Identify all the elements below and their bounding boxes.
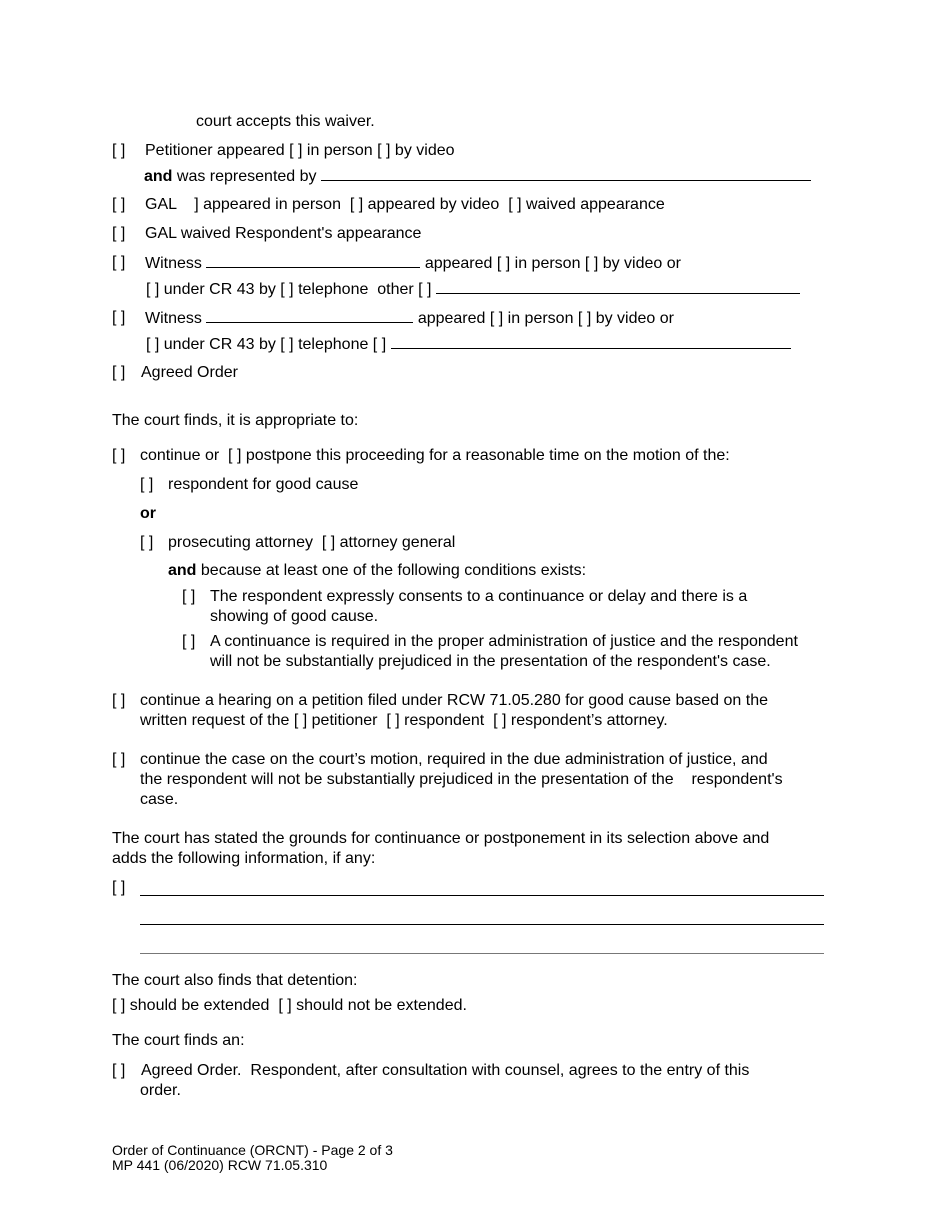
represented-by-label: was represented by — [176, 168, 317, 185]
prosecuting-checkbox[interactable]: [ ] — [140, 534, 154, 551]
court-motion-line1: continue the case on the court’s motion, required in the due administration of justice, and — [140, 751, 768, 768]
grounds-info-line-2[interactable] — [140, 924, 824, 925]
grounds-info-line-3[interactable] — [140, 953, 824, 954]
gal-checkbox[interactable]: [ ] — [112, 196, 126, 213]
rcw-continue-line2: written request of the [ ] petitioner [ ] respondent [ ] respondent’s attorney. — [140, 712, 668, 729]
or-label: or — [140, 505, 156, 522]
representative-field[interactable] — [321, 166, 811, 181]
condition2-line1: A continuance is required in the proper administration of justice and the respondent — [210, 633, 798, 650]
and-label: and — [144, 168, 173, 185]
gal-appearance-text: GAL ] appeared in person [ ] appeared by video [ ] waived appearance — [145, 196, 665, 213]
prosecuting-text: prosecuting attorney [ ] attorney general — [168, 534, 456, 551]
conditions-intro — [168, 561, 586, 581]
continue-option-checkbox[interactable]: [ ] — [112, 447, 126, 464]
waiver-continuation-text: court accepts this waiver. — [196, 113, 375, 130]
witness1-row — [145, 253, 681, 274]
respondent-good-cause-text: respondent for good cause — [168, 476, 359, 493]
witness2-cr43-text: [ ] under CR 43 by [ ] telephone [ ] — [146, 336, 387, 353]
witness1-name-field[interactable] — [206, 253, 420, 268]
footer-title: Order of Continuance (ORCNT) - Page 2 of 3 — [112, 1142, 393, 1158]
petitioner-appeared-text: Petitioner appeared [ ] in person [ ] by video — [145, 142, 455, 159]
conditions-text: because at least one of the following conditions exists: — [200, 562, 587, 579]
conditions-and-label: and — [168, 562, 197, 579]
witness1-row2 — [146, 279, 800, 300]
witness2-checkbox[interactable]: [ ] — [112, 309, 126, 326]
rcw-continue-line1: continue a hearing on a petition filed under RCW 71.05.280 for good cause based on the — [140, 692, 768, 709]
witness1-checkbox[interactable]: [ ] — [112, 254, 126, 271]
agreed-order-bottom-checkbox[interactable]: [ ] — [112, 1062, 126, 1079]
condition2-checkbox[interactable]: [ ] — [182, 633, 196, 650]
rcw-continue-checkbox[interactable]: [ ] — [112, 692, 126, 709]
agreed-order-bottom-line2: order. — [140, 1082, 181, 1099]
witness1-cr43-text: [ ] under CR 43 by [ ] telephone other [ ] — [146, 281, 432, 298]
witness2-label: Witness — [145, 310, 202, 327]
continue-option-text: continue or [ ] postpone this proceeding for a reasonable time on the motion of the: — [140, 447, 730, 464]
witness2-appeared-text: appeared [ ] in person [ ] by video or — [417, 310, 674, 327]
grounds-line2: adds the following information, if any: — [112, 850, 376, 867]
agreed-order-top-checkbox[interactable]: [ ] — [112, 364, 126, 381]
witness1-appeared-text: appeared [ ] in person [ ] by video or — [424, 255, 681, 272]
agreed-order-bottom-line1: Agreed Order. Respondent, after consultation with counsel, agrees to the entry of this — [141, 1062, 750, 1079]
witness2-other-field[interactable] — [391, 334, 791, 349]
detention-options[interactable]: [ ] should be extended [ ] should not be extended. — [112, 997, 467, 1014]
petitioner-represented-row — [144, 166, 811, 187]
condition1-checkbox[interactable]: [ ] — [182, 588, 196, 605]
condition1-line1: The respondent expressly consents to a continuance or delay and there is a — [210, 588, 748, 605]
witness1-label: Witness — [145, 255, 202, 272]
court-motion-line2: the respondent will not be substantially prejudiced in the presentation of the respondent's — [140, 771, 783, 788]
witness2-row2 — [146, 334, 791, 355]
court-motion-checkbox[interactable]: [ ] — [112, 751, 126, 768]
grounds-checkbox[interactable]: [ ] — [112, 879, 126, 896]
petitioner-checkbox[interactable]: [ ] — [112, 142, 126, 159]
condition2-line2: will not be substantially prejudiced in the presentation of the respondent's case. — [210, 653, 771, 670]
finds-an-intro: The court finds an: — [112, 1032, 245, 1049]
gal-waived-checkbox[interactable]: [ ] — [112, 225, 126, 242]
gal-waived-text: GAL waived Respondent's appearance — [145, 225, 422, 242]
footer-form-number: MP 441 (06/2020) RCW 71.05.310 — [112, 1157, 328, 1173]
grounds-info-line-1[interactable] — [140, 895, 824, 896]
condition1-line2: showing of good cause. — [210, 608, 379, 625]
detention-intro: The court also finds that detention: — [112, 972, 358, 989]
court-finds-intro: The court finds, it is appropriate to: — [112, 412, 359, 429]
witness2-row — [145, 308, 674, 329]
agreed-order-top-label: Agreed Order — [141, 364, 238, 381]
witness1-other-field[interactable] — [436, 279, 800, 294]
respondent-good-cause-checkbox[interactable]: [ ] — [140, 476, 154, 493]
grounds-line1: The court has stated the grounds for continuance or postponement in its selection above and — [112, 830, 770, 847]
witness2-name-field[interactable] — [206, 308, 413, 323]
court-motion-line3: case. — [140, 791, 179, 808]
